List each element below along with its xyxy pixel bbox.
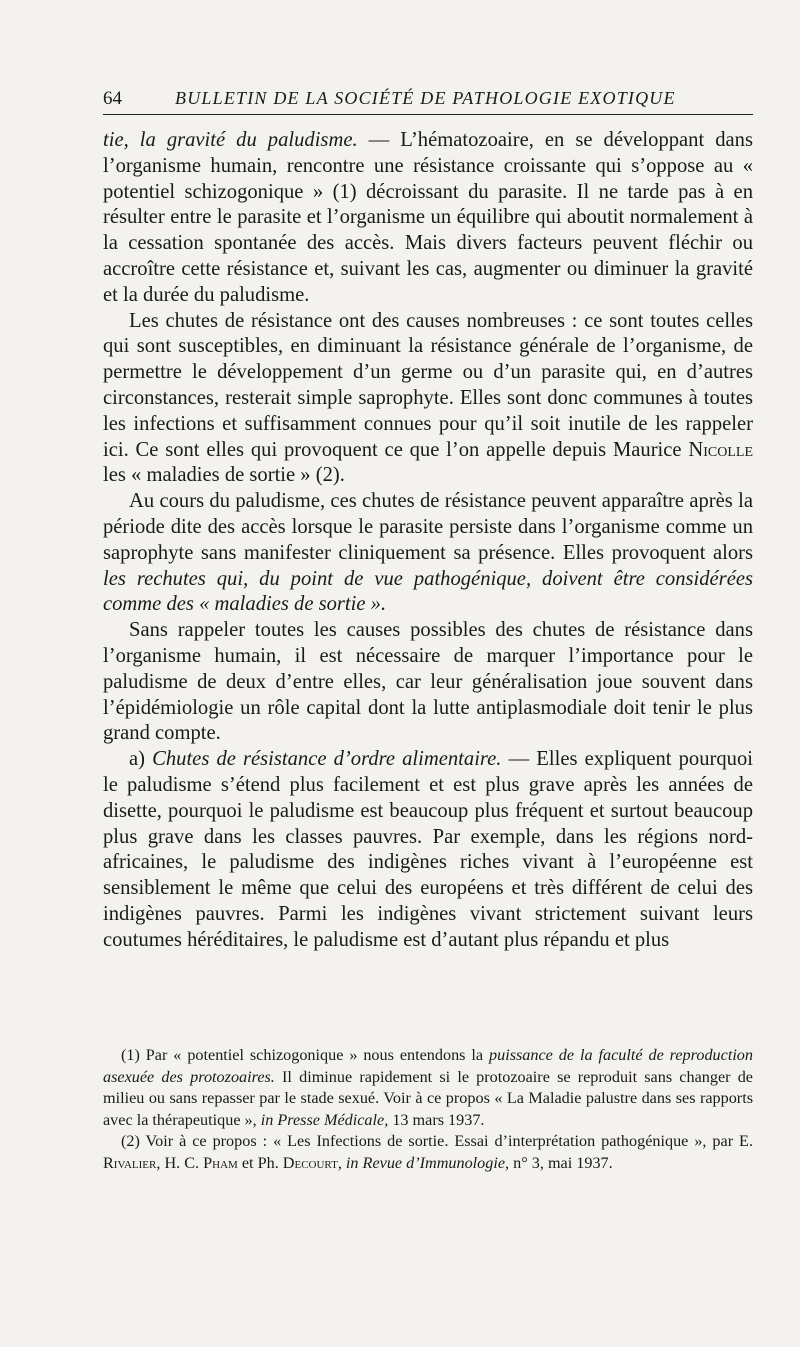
paragraph-4 — [103, 618, 753, 747]
paragraph-2-text-a: Les chutes de résistance ont des causes nombreuses : ce sont toutes celles qui sont susceptibles, en diminuant la résistance générale de l’organisme, de permettre le développement d’un germe ou d’un parasite qui, en d’autres circonstances, resterait simple saprophyte. Elles sont donc communes à toutes les infections et suffisamment connues pour qu’il soit inutile de les rappeler ici. Ce sont elles qui provoquent ce que l’on appelle depuis Maurice — [103, 309, 753, 461]
author-name-nicolle: Nicolle — [688, 438, 753, 461]
paragraph-5-marker: a) — [129, 748, 153, 771]
paragraph-1-italic-lead: tie, la gravité du paludisme. — [103, 129, 358, 151]
footnote-2-text-a: (2) Voir à ce propos : « Les Infections de sortie. Essai d’interprétation pathogénique », par E. — [121, 1132, 753, 1151]
footnote-2-text-b: , H. C. — [156, 1153, 204, 1172]
footnote-2-text-e: n° 3, mai 1937. — [509, 1153, 613, 1172]
paragraph-3 — [103, 489, 753, 618]
footnote-2-author-2: Pham — [203, 1153, 238, 1172]
body-text — [103, 128, 753, 954]
footnote-2-text-d: , — [337, 1153, 346, 1172]
paragraph-2-text-b: les « maladies de sortie » (2). — [103, 464, 345, 487]
paragraph-3-text-a: Au cours du paludisme, ces chutes de résistance peuvent apparaître après la période dite des accès lorsque le parasite persiste dans l’organisme comme un saprophyte sans manifester cliniquement sa présence. Elles provoquent alors — [103, 490, 753, 564]
footnote-2-author-1: Rivalier — [103, 1153, 157, 1172]
footnote-2-italic: in Revue d’Immunologie, — [345, 1153, 510, 1172]
footnote-1-italic: puissance de la faculté de reproduction asexuée des protozoaires. — [103, 1046, 753, 1086]
running-title: BULLETIN DE LA SOCIÉTÉ DE PATHOLOGIE EXOTIQUE — [175, 88, 676, 108]
footnote-2-author-3: Decourt — [282, 1153, 338, 1172]
footnote-1 — [103, 1045, 753, 1131]
paragraph-1-text: — L’hématozoaire, en se développant dans l’organisme humain, rencontre une résistance croissante qui s’oppose au « potentiel schizogonique » (1) décroissant du parasite. Il ne tarde pas à en résulter entre le parasite et l’organisme un équilibre qui aboutit normalement à la cessation spontanée des accès. Mais divers facteurs peuvent fléchir ou accroître cette résistance et, suivant les cas, augmenter ou diminuer la gravité et la durée du paludisme. — [103, 129, 753, 306]
paragraph-2 — [103, 309, 753, 490]
paragraph-5 — [103, 747, 753, 953]
page-number: 64 — [103, 88, 122, 109]
paragraph-1 — [103, 128, 753, 309]
footnote-1-text-b: Il diminue rapidement si le protozoaire se reproduit sans changer de milieu ou sans repasser par le stade sexué. Voir à ce propos « La Maladie palustre dans ses rapports avec la thérapeutique », — [103, 1067, 753, 1129]
footnote-2 — [103, 1131, 753, 1174]
footnote-1-italic-b: in Presse Médicale, — [260, 1110, 389, 1129]
footnote-2-text-c: et Ph. — [237, 1153, 283, 1172]
paragraph-5-text: — Elles expliquent pourquoi le paludisme s’étend plus facilement et est plus grave après les années de disette, pourquoi le paludisme est beaucoup plus fréquent et surtout beaucoup plus grave dans les classes pauvres. Par exemple, dans les régions nord-africaines, le paludisme des indigènes riches vivant à l’européenne est sensiblement le même que celui des européens et très différent de celui des indigènes pauvres. Parmi les indigènes vivant strictement suivant leurs coutumes héréditaires, le paludisme est d’autant plus répandu et plus — [103, 748, 753, 951]
footnote-1-text-a: (1) Par « potentiel schizogonique » nous entendons la — [121, 1046, 490, 1064]
footnote-1-text-c: 13 mars 1937. — [388, 1110, 485, 1129]
paragraph-4-text: Sans rappeler toutes les causes possibles des chutes de résistance dans l’organisme humain, il est nécessaire de marquer l’importance pour le paludisme de deux d’entre elles, car leur généralisation joue souvent dans l’épidémiologie un rôle capital dont la lutte antiplasmodiale doit tenir le plus grand compte. — [103, 619, 753, 745]
page-header — [103, 88, 753, 115]
footnotes — [103, 1045, 753, 1175]
paragraph-3-italic: les rechutes qui, du point de vue pathogénique, doivent être considérées comme des « maladies de sortie ». — [103, 567, 753, 616]
paragraph-5-italic-lead: Chutes de résistance d’ordre alimentaire. — [152, 748, 502, 771]
